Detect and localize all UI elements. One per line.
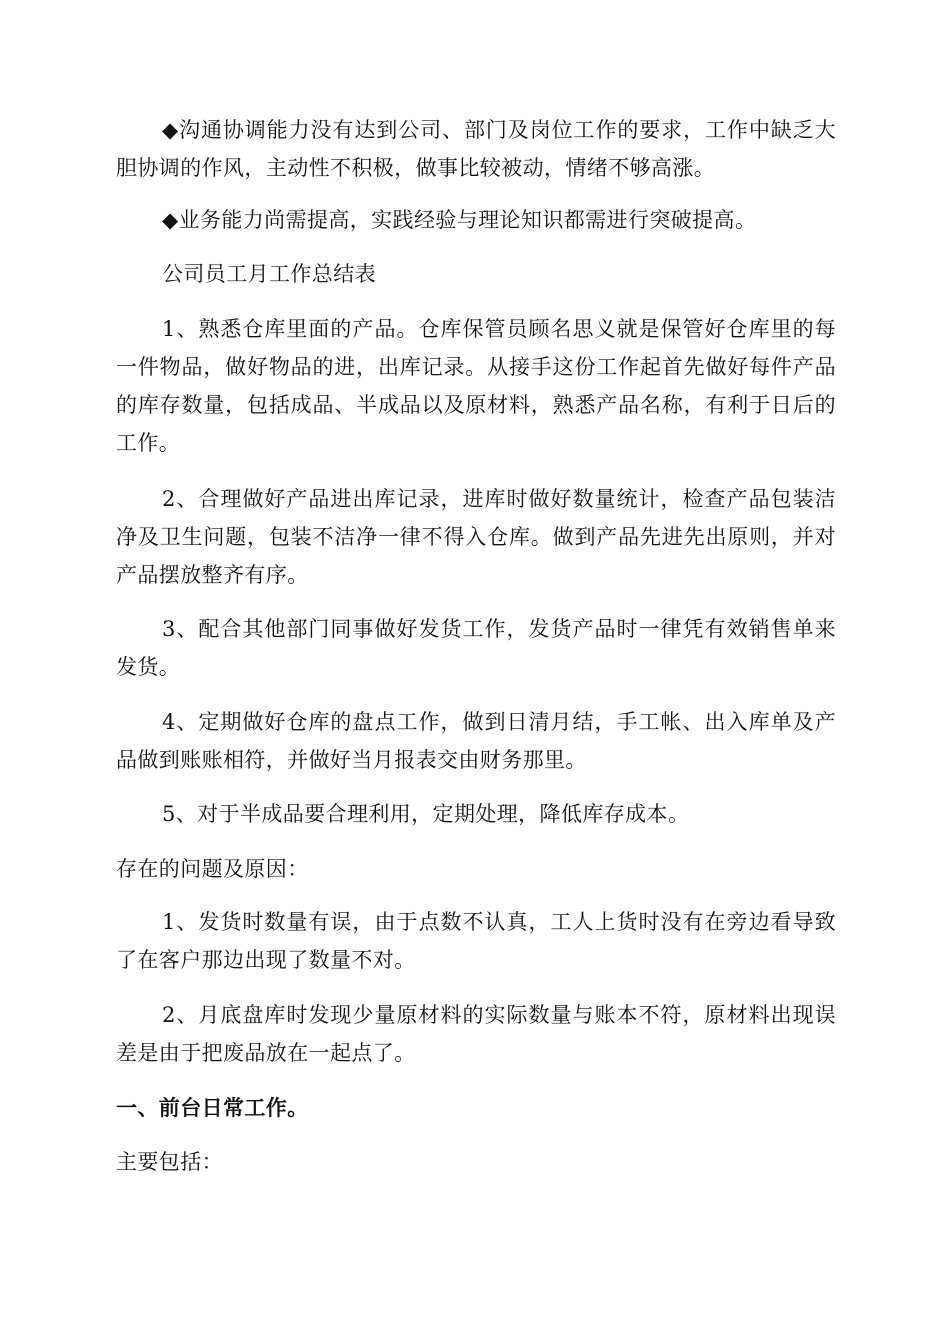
paragraph-communication-issue: ◆沟通协调能力没有达到公司、部门及岗位工作的要求，工作中缺乏大胆协调的作风，主动性不积极，做事比较被动，情绪不够高涨。 [116, 118, 836, 180]
paragraph-item-5-semi-finished: 5、对于半成品要合理利用，定期处理，降低库存成本。 [162, 802, 690, 826]
section-heading-front-desk: 一、前台日常工作。 [116, 1096, 309, 1120]
paragraph-problems-heading: 存在的问题及原因： [116, 857, 309, 881]
paragraph-problem-2: 2、月底盘库时发现少量原材料的实际数量与账本不符，原材料出现误差是由于把废品放在一起点了。 [116, 1003, 836, 1065]
paragraph-item-2-records: 2、合理做好产品进出库记录，进库时做好数量统计，检查产品包装洁净及卫生问题，包装不洁净一律不得入仓库。做到产品先进先出原则，并对产品摆放整齐有序。 [116, 487, 836, 587]
paragraph-main-includes: 主要包括： [116, 1150, 223, 1174]
paragraph-item-4-inventory: 4、定期做好仓库的盘点工作，做到日清月结，手工帐、出入库单及产品做到账账相符，并做好当月报表交由财务那里。 [116, 710, 836, 772]
paragraph-problem-1: 1、发货时数量有误，由于点数不认真，工人上货时没有在旁边看导致了在客户那边出现了数量不对。 [116, 910, 836, 972]
paragraph-business-ability: ◆业务能力尚需提高，实践经验与理论知识都需进行突破提高。 [162, 208, 757, 232]
paragraph-item-1-products: 1、熟悉仓库里面的产品。仓库保管员顾名思义就是保管好仓库里的每一件物品，做好物品的进，出库记录。从接手这份工作起首先做好每件产品的库存数量，包括成品、半成品以及原材料，熟悉产品名称，有利于日后的工作。 [116, 317, 836, 455]
paragraph-summary-title: 公司员工月工作总结表 [162, 262, 376, 286]
paragraph-item-3-shipping: 3、配合其他部门同事做好发货工作，发货产品时一律凭有效销售单来发货。 [116, 617, 836, 679]
